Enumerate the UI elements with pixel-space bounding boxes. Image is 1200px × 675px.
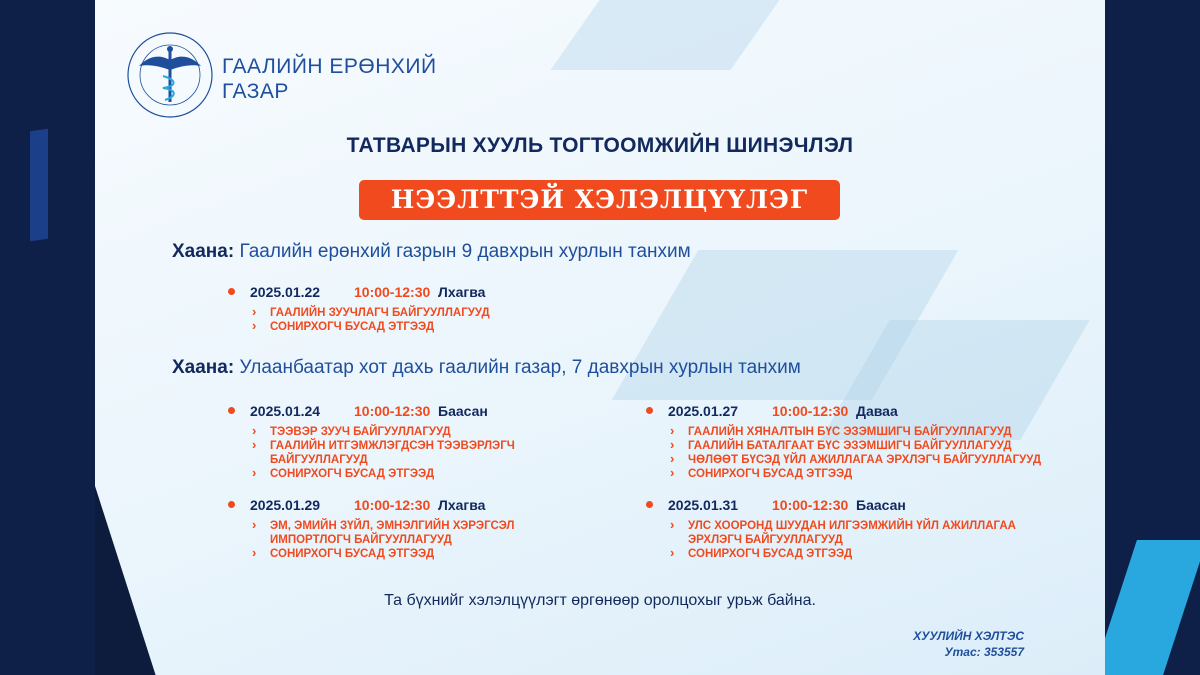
- session-2025-01-24: [228, 401, 558, 481]
- session-2025-01-27: [646, 401, 1086, 481]
- org-name: [222, 54, 437, 104]
- contact-phone: Утас: 353557: [944, 645, 1024, 659]
- customs-logo: [125, 30, 215, 120]
- session-day: Лхагва: [438, 497, 486, 513]
- session-date: 2025.01.27: [668, 403, 739, 419]
- location-label: Хаана:: [172, 357, 235, 378]
- org-name-line1: ГААЛИЙН ЕРӨНХИЙ: [222, 55, 437, 78]
- location-text: Гаалийн ерөнхий газрын 9 давхрын хурлын танхим: [239, 241, 691, 262]
- audience-item: › ГААЛИЙН ХЯНАЛТЫН БҮС ЭЗЭМШИГЧ БАЙГУУЛЛАГУУД: [668, 425, 1086, 439]
- session-time: 10:00-12:30: [772, 403, 849, 419]
- bg-decoration: [550, 0, 779, 70]
- audience-item: › СОНИРХОГЧ БУСАД ЭТГЭЭД: [668, 547, 1066, 561]
- audience-item: › ГААЛИЙН ЗУУЧЛАГЧ БАЙГУУЛЛАГУУД: [250, 306, 490, 320]
- audience-item: › УЛС ХООРОНД ШУУДАН ИЛГЭЭМЖИЙН ҮЙЛ АЖИЛЛАГАА ЭРХЛЭГЧ БАЙГУУЛЛАГУУД: [668, 519, 1066, 547]
- session-time: 10:00-12:30: [354, 403, 431, 419]
- audience-item: › СОНИРХОГЧ БУСАД ЭТГЭЭД: [250, 467, 558, 481]
- bullet-dot-icon: [228, 501, 235, 508]
- session-2025-01-31: [646, 495, 1066, 561]
- session-time: 10:00-12:30: [354, 284, 431, 300]
- session-day: Лхагва: [438, 284, 486, 300]
- audience-item: › ГААЛИЙН БАТАЛГААТ БҮС ЭЗЭМШИГЧ БАЙГУУЛЛАГУУД: [668, 439, 1086, 453]
- location-text: Улаанбаатар хот дахь гаалийн газар, 7 давхрын хурлын танхим: [239, 357, 801, 378]
- session-time: 10:00-12:30: [354, 497, 431, 513]
- bullet-dot-icon: [228, 407, 235, 414]
- page-title: ТАТВАРЫН ХУУЛЬ ТОГТООМЖИЙН ШИНЭЧЛЭЛ: [346, 134, 854, 157]
- event-banner: НЭЭЛТТЭЙ ХЭЛЭЛЦҮҮЛЭГ: [359, 180, 840, 220]
- bullet-dot-icon: [228, 288, 235, 295]
- session-date: 2025.01.22: [250, 284, 321, 300]
- session-day: Даваа: [856, 403, 898, 419]
- session-date: 2025.01.29: [250, 497, 321, 513]
- contact-info: [913, 628, 1024, 660]
- audience-item: › ГААЛИЙН ИТГЭМЖЛЭГДСЭН ТЭЭВЭРЛЭГЧ БАЙГУУЛЛАГУУД: [250, 439, 558, 467]
- audience-item: › СОНИРХОГЧ БУСАД ЭТГЭЭД: [250, 320, 490, 334]
- org-name-line2: ГАЗАР: [222, 80, 289, 103]
- session-2025-01-29: [228, 495, 558, 561]
- session-date: 2025.01.24: [250, 403, 321, 419]
- bullet-dot-icon: [646, 501, 653, 508]
- logo-emblem-icon: [125, 30, 215, 120]
- location-label: Хаана:: [172, 241, 235, 262]
- location-2: [172, 357, 801, 379]
- bullet-dot-icon: [646, 407, 653, 414]
- session-day: Баасан: [438, 403, 488, 419]
- session-time: 10:00-12:30: [772, 497, 849, 513]
- invitation-text: Та бүхнийг хэлэлцүүлэгт өргөнөөр оролцохыг урьж байна.: [384, 592, 816, 609]
- audience-item: › ТЭЭВЭР ЗУУЧ БАЙГУУЛЛАГУУД: [250, 425, 558, 439]
- contact-department: ХУУЛИЙН ХЭЛТЭС: [913, 629, 1024, 643]
- location-1: [172, 241, 691, 263]
- session-date: 2025.01.31: [668, 497, 739, 513]
- audience-item: › СОНИРХОГЧ БУСАД ЭТГЭЭД: [250, 547, 558, 561]
- audience-item: › ЧӨЛӨӨТ БҮСЭД ҮЙЛ АЖИЛЛАГАА ЭРХЛЭГЧ БАЙГУУЛЛАГУУД: [668, 453, 1086, 467]
- audience-item: › СОНИРХОГЧ БУСАД ЭТГЭЭД: [668, 467, 1086, 481]
- bg-panel-left: [0, 0, 95, 675]
- session-day: Баасан: [856, 497, 906, 513]
- session-2025-01-22: [228, 282, 490, 334]
- audience-item: › ЭМ, ЭМИЙН ЗҮЙЛ, ЭМНЭЛГИЙН ХЭРЭГСЭЛ ИМПОРТЛОГЧ БАЙГУУЛЛАГУУД: [250, 519, 558, 547]
